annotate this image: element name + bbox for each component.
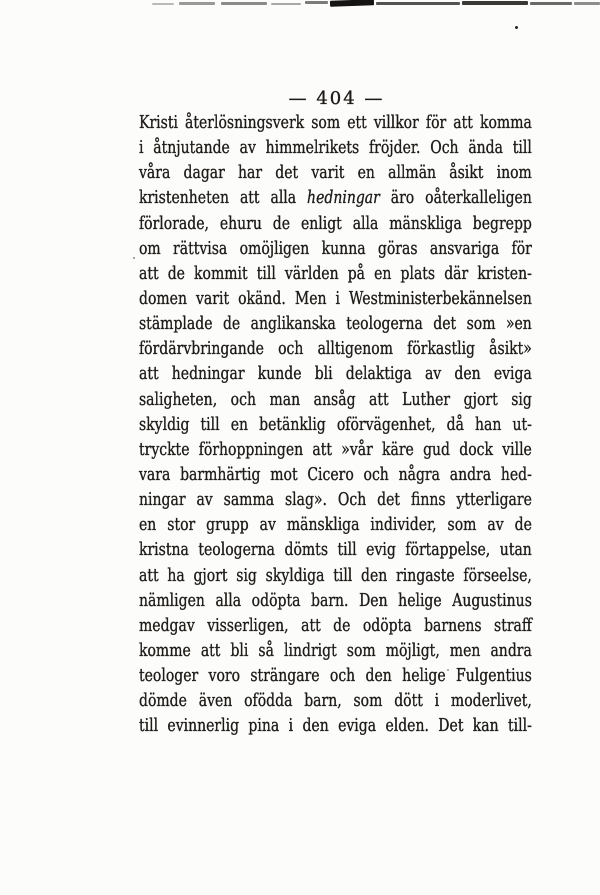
word: enligt [300, 212, 342, 234]
text-line [139, 539, 532, 564]
word: till [512, 137, 532, 159]
word: villkor [373, 112, 419, 133]
word: teologerna [198, 539, 275, 561]
word: den [454, 363, 481, 385]
word: odöpta [362, 614, 412, 636]
word: anglikanska [250, 313, 336, 335]
word: dock [459, 438, 493, 460]
word: teologer [139, 665, 199, 687]
word: ända [468, 137, 503, 159]
word: som [353, 690, 383, 712]
word: de [333, 614, 351, 636]
word: av [487, 514, 504, 536]
word: rättvisa [173, 237, 228, 259]
word: en [139, 514, 157, 536]
word: skyldiga [265, 564, 325, 586]
word: alla [352, 212, 379, 234]
word: Och [337, 489, 367, 511]
word: ha [167, 564, 185, 586]
word: även [198, 690, 233, 712]
text-line [139, 665, 532, 690]
word: helige [402, 665, 446, 687]
word: åsikt» [489, 338, 532, 360]
word: grupp [206, 514, 249, 536]
word: fröjder. [368, 137, 421, 159]
word: förhoppningen [198, 438, 304, 460]
text-line [139, 389, 532, 414]
word: förtappelse, [405, 539, 491, 561]
word: som [311, 112, 341, 133]
word: möjligt, [385, 639, 440, 661]
word: domen [139, 287, 187, 309]
word: »vår [341, 438, 373, 460]
text-line [139, 338, 532, 363]
word: barn. [311, 589, 349, 611]
word: hedningar [307, 187, 380, 209]
word: oåterkalleligen [425, 187, 532, 209]
word: kristen- [477, 262, 532, 284]
word: komme [139, 639, 191, 661]
word: kunna [321, 237, 366, 259]
word: förkastlig [407, 338, 476, 360]
word: ningar [139, 489, 186, 511]
text-line [139, 590, 532, 615]
word: ytterligare [456, 489, 532, 511]
word: mänskliga [389, 212, 462, 234]
word: för [425, 112, 447, 133]
word: hed- [500, 463, 532, 485]
text-line [139, 489, 532, 514]
text-line [139, 238, 532, 263]
word: förlorade, [139, 212, 209, 234]
word: kommit [194, 262, 248, 284]
word: och [278, 338, 304, 360]
word: slag». [284, 489, 327, 511]
word: en [374, 262, 392, 284]
word: »en [505, 313, 532, 335]
word: alltigenom [317, 338, 393, 360]
word: världen [284, 262, 339, 284]
text-line [139, 162, 532, 187]
word: men [449, 639, 481, 661]
word: att [369, 388, 389, 410]
word: kunde [257, 363, 302, 385]
word: kristenheten [139, 187, 230, 209]
word: kan [472, 715, 499, 737]
word: Westministerbekännelsen [349, 287, 532, 309]
word: finns [410, 489, 446, 511]
word: så [258, 639, 274, 661]
word: ringaste [396, 564, 455, 586]
ink-speck [515, 26, 518, 29]
word: eviga [338, 715, 377, 737]
word: gjort [193, 564, 228, 586]
word: Det [438, 715, 464, 737]
word: voro [208, 665, 241, 687]
text-line [139, 640, 532, 665]
text-line [139, 615, 532, 640]
word: evinnerlig [167, 715, 240, 737]
word: till [333, 564, 353, 586]
ink-speck [133, 257, 135, 259]
word: barmhärtig [180, 463, 261, 485]
word: och [363, 463, 389, 485]
scan-artifact-top-rule [462, 1, 528, 5]
word: på [347, 262, 366, 284]
word: dött [394, 690, 423, 712]
word: har [238, 162, 263, 184]
word: lindrigt [284, 639, 337, 661]
word: han [475, 413, 502, 435]
scan-artifact-top-rule [152, 3, 174, 5]
word: som [466, 313, 496, 335]
word: den [361, 564, 388, 586]
page-number: — 404 — [288, 88, 385, 109]
text-line [139, 263, 532, 288]
word: allmän [388, 162, 437, 184]
word: det [275, 162, 299, 184]
word: av [259, 514, 276, 536]
word: gjort [463, 388, 498, 410]
word: mot [270, 463, 298, 485]
word: man [269, 388, 301, 410]
word: den [365, 665, 392, 687]
word: delaktiga [345, 363, 412, 385]
word: oförvägenhet, [336, 413, 436, 435]
word: elden. [385, 715, 429, 737]
text-line [139, 464, 532, 489]
word: kristna [139, 539, 189, 561]
scan-artifact-top-rule [271, 3, 301, 5]
word: då [446, 413, 464, 435]
text-line [139, 213, 532, 238]
text-line [139, 187, 532, 212]
text-line [139, 414, 532, 439]
word: till- [508, 715, 532, 737]
word: skyldig [139, 413, 190, 435]
word: okänd. [238, 287, 286, 309]
word: åtnjutande [153, 137, 230, 159]
word: ett [347, 112, 367, 133]
word: himmelrikets [265, 137, 360, 159]
word: att [453, 112, 473, 133]
word: individer, [370, 514, 437, 536]
word: teologerna [346, 313, 423, 335]
text-line [139, 690, 532, 715]
word: ofödda [244, 690, 293, 712]
word: att [139, 262, 159, 284]
scan-artifact-top-rule [376, 2, 460, 5]
word: det [377, 489, 401, 511]
text-line [139, 288, 532, 313]
scan-artifact-top-rule [221, 2, 267, 5]
word: våra [139, 162, 171, 184]
word: i [335, 287, 341, 309]
word: straff [494, 614, 532, 636]
word: av [424, 363, 442, 385]
word: Och [430, 137, 459, 159]
word: att [139, 564, 159, 586]
scan-artifact-top-rule [530, 2, 572, 5]
word: som [447, 514, 477, 536]
word: ehuru [219, 212, 262, 234]
text-line [139, 363, 532, 388]
word: medgav [139, 614, 195, 636]
scan-artifact-top-rule [179, 2, 215, 5]
word: den [302, 715, 329, 737]
word: Den [359, 589, 388, 611]
word: av [196, 489, 213, 511]
word: helige [398, 589, 442, 611]
word: i [288, 715, 294, 737]
word: att [200, 639, 221, 661]
word: evig [366, 539, 396, 561]
word: odöpta [251, 589, 301, 611]
word: bli [230, 639, 249, 661]
word: där [444, 262, 469, 284]
word: några [398, 463, 440, 485]
word: dömts [284, 539, 329, 561]
word: vara [139, 463, 171, 485]
word: som [346, 639, 376, 661]
word: moderlivet, [450, 690, 532, 712]
text-block [139, 112, 532, 741]
word: och [230, 388, 256, 410]
word: till [139, 715, 159, 737]
word: begrepp [472, 212, 532, 234]
text-line [139, 715, 532, 740]
word: omöjligen [239, 237, 310, 259]
word: dömde [139, 690, 187, 712]
word: ansåg [313, 388, 356, 410]
word: ut- [512, 413, 532, 435]
word: de [167, 262, 185, 284]
word: andra [490, 639, 532, 661]
word: till [337, 539, 357, 561]
word: fördärvbringande [139, 338, 264, 360]
word: förseelse, [463, 564, 532, 586]
word: Men [294, 287, 327, 309]
word: en [357, 162, 375, 184]
word: göras [377, 237, 418, 259]
word: de [514, 514, 532, 536]
word: varit [196, 287, 230, 309]
word: inom [496, 162, 532, 184]
word: sig [236, 564, 257, 586]
word: alla [215, 589, 242, 611]
word: hedningar [171, 363, 245, 385]
word: barnens [424, 614, 482, 636]
word: om [139, 237, 161, 259]
word: åsikt [449, 162, 484, 184]
word: i [139, 137, 144, 159]
word: gud [423, 438, 451, 460]
word: alla [270, 187, 297, 209]
word: saligheten, [139, 388, 218, 410]
word: stämplade [139, 313, 213, 335]
word: stor [167, 514, 196, 536]
word: att [239, 187, 260, 209]
word: pina [248, 715, 280, 737]
word: varit [311, 162, 345, 184]
word: sig [511, 388, 532, 410]
word: utan [499, 539, 532, 561]
word: återlösningsverk [185, 112, 305, 133]
word: strängare [250, 665, 320, 687]
text-line [139, 514, 532, 539]
word: barn, [304, 690, 342, 712]
word: dagar [183, 162, 225, 184]
word: att [312, 438, 333, 460]
word: bli [314, 363, 333, 385]
word: Kristi [139, 112, 178, 133]
word: andra [449, 463, 492, 485]
text-line [139, 313, 532, 338]
text-line [139, 137, 532, 162]
word: en [230, 413, 249, 435]
word: ville [502, 438, 532, 460]
word: de [272, 212, 291, 234]
word: Fulgentius [456, 665, 532, 687]
scan-artifact-top-rule [574, 2, 600, 5]
word: ansvariga [429, 237, 500, 259]
scan-artifact-top-rule [305, 1, 328, 4]
word: det [433, 313, 457, 335]
word: betänklig [259, 413, 326, 435]
word: Augustinus [452, 589, 532, 611]
word: och [329, 665, 356, 687]
word: för [511, 237, 532, 259]
word: av [239, 137, 256, 159]
word: samma [223, 489, 275, 511]
word: att [301, 614, 321, 636]
word: de [222, 313, 241, 335]
word: eviga [493, 363, 532, 385]
word: att [139, 363, 159, 385]
word: mänskliga [286, 514, 360, 536]
word: komma [479, 112, 532, 133]
word: Luther [402, 388, 451, 410]
word: i [434, 690, 440, 712]
word: nämligen [139, 589, 205, 611]
text-line [139, 439, 532, 464]
word: till [256, 262, 276, 284]
word: käre [382, 438, 414, 460]
text-line [139, 112, 532, 137]
word: tryckte [139, 438, 190, 460]
word: Cicero [307, 463, 354, 485]
word: plats [400, 262, 436, 284]
word: äro [390, 187, 415, 209]
word: visserligen, [207, 614, 289, 636]
text-line [139, 565, 532, 590]
scan-artifact-top-rule [330, 0, 374, 7]
word: till [200, 413, 220, 435]
